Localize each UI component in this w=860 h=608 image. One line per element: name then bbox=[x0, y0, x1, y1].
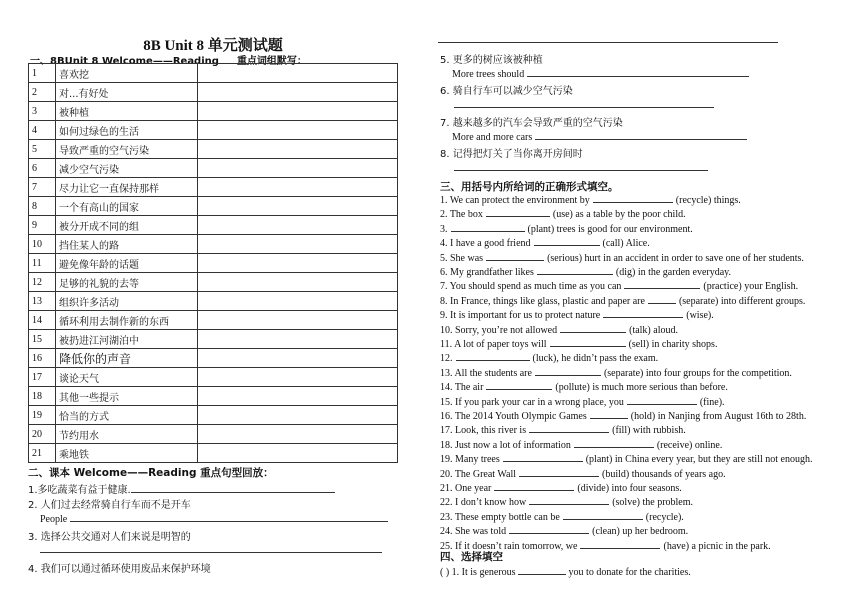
answer-blank[interactable] bbox=[535, 366, 601, 376]
vocab-row bbox=[29, 311, 398, 330]
sentence-7: 7. 越来越多的汽车会导致严重的空气污染 bbox=[440, 118, 623, 129]
vocab-row-chinese: 循环利用去制作新的东西 bbox=[56, 311, 198, 330]
vocab-row-chinese: 导致严重的空气污染 bbox=[56, 140, 198, 159]
vocab-row-answer-cell[interactable] bbox=[198, 102, 398, 121]
fill-in-item bbox=[440, 193, 741, 206]
sentence-8-answer bbox=[454, 161, 708, 174]
vocab-row-number: 17 bbox=[29, 368, 56, 387]
fill-in-prefix: 8. In France, things like glass, plastic and paper are bbox=[440, 295, 645, 307]
fill-in-suffix: (build) thousands of years ago. bbox=[602, 468, 726, 480]
vocab-row-chinese: 节约用水 bbox=[56, 425, 198, 444]
vocab-table bbox=[28, 63, 398, 463]
fill-in-item bbox=[440, 524, 688, 537]
answer-blank[interactable] bbox=[563, 510, 643, 520]
answer-blank[interactable] bbox=[537, 265, 613, 275]
vocab-row-chinese: 被分开成不同的组 bbox=[56, 216, 198, 235]
fill-in-item bbox=[440, 438, 722, 451]
fill-in-suffix: (call) Alice. bbox=[602, 238, 650, 250]
sentence-3-answer bbox=[40, 543, 382, 556]
vocab-row-number: 20 bbox=[29, 425, 56, 444]
vocab-row-answer-cell[interactable] bbox=[198, 273, 398, 292]
fill-in-item bbox=[440, 395, 725, 408]
vocab-row-answer-cell[interactable] bbox=[198, 330, 398, 349]
answer-blank[interactable] bbox=[486, 380, 552, 390]
vocab-row bbox=[29, 406, 398, 425]
vocab-row-chinese: 谈论天气 bbox=[56, 368, 198, 387]
vocab-row bbox=[29, 140, 398, 159]
fill-in-prefix: 13. All the students are bbox=[440, 367, 532, 379]
fill-in-prefix: 21. One year bbox=[440, 483, 492, 494]
fill-in-prefix: 24. She was told bbox=[440, 526, 507, 538]
vocab-row-answer-cell[interactable] bbox=[198, 368, 398, 387]
vocab-row-chinese: 挡住某人的路 bbox=[56, 235, 198, 254]
vocab-row-answer-cell[interactable] bbox=[198, 83, 398, 102]
vocab-row-number: 3 bbox=[29, 102, 56, 121]
fill-in-item bbox=[440, 467, 726, 480]
vocab-row-answer-cell[interactable] bbox=[198, 235, 398, 254]
fill-in-prefix: 14. The air bbox=[440, 382, 484, 394]
vocab-row-chinese: 如何过绿色的生活 bbox=[56, 121, 198, 140]
vocab-row-chinese: 降低你的声音 bbox=[56, 349, 198, 368]
answer-blank[interactable] bbox=[486, 207, 550, 217]
vocab-row-answer-cell[interactable] bbox=[198, 311, 398, 330]
answer-blank[interactable] bbox=[519, 467, 599, 477]
vocab-row-number: 11 bbox=[29, 254, 56, 273]
answer-blank[interactable] bbox=[454, 98, 714, 108]
page-title: 8B Unit 8 单元测试题 bbox=[143, 38, 283, 54]
fill-in-item bbox=[440, 251, 804, 264]
sentence-5-answer bbox=[452, 67, 749, 80]
vocab-row-answer-cell[interactable] bbox=[198, 292, 398, 311]
fill-in-prefix: 1. We can protect the environment by bbox=[440, 195, 590, 206]
vocab-row-chinese: 被种植 bbox=[56, 102, 198, 121]
vocab-row bbox=[29, 64, 398, 83]
answer-blank[interactable] bbox=[603, 308, 683, 318]
vocab-row-number: 8 bbox=[29, 197, 56, 216]
vocab-row-chinese: 对...有好处 bbox=[56, 83, 198, 102]
vocab-row-number: 4 bbox=[29, 121, 56, 140]
vocab-row bbox=[29, 235, 398, 254]
sentence-7-prefix: More and more cars bbox=[452, 132, 533, 143]
fill-in-item bbox=[440, 279, 798, 292]
vocab-row bbox=[29, 178, 398, 197]
section4-heading: 四、选择填空 bbox=[440, 551, 503, 563]
vocab-row-number: 14 bbox=[29, 311, 56, 330]
vocab-row bbox=[29, 254, 398, 273]
vocab-row-number: 15 bbox=[29, 330, 56, 349]
answer-blank[interactable] bbox=[529, 495, 609, 505]
answer-blank[interactable] bbox=[456, 351, 530, 361]
vocab-row-chinese: 恰当的方式 bbox=[56, 406, 198, 425]
fill-in-prefix: 25. If it doesn’t rain tomorrow, we bbox=[440, 540, 578, 552]
vocab-row bbox=[29, 197, 398, 216]
fill-in-suffix: (clean) up her bedroom. bbox=[592, 526, 689, 538]
vocab-row-number: 19 bbox=[29, 406, 56, 425]
fill-in-prefix: 6. My grandfather likes bbox=[440, 267, 534, 278]
vocab-row-answer-cell[interactable] bbox=[198, 425, 398, 444]
sentence-1-text: 1.多吃蔬菜有益于健康. bbox=[28, 485, 131, 496]
fill-in-suffix: (pollute) is much more serious than before. bbox=[555, 382, 728, 394]
sentence-5: 5. 更多的树应该被种植 bbox=[440, 55, 543, 66]
fill-in-prefix: 9. It is important for us to protect nature bbox=[440, 310, 601, 322]
fill-in-suffix: (plant) trees is good for our environment. bbox=[527, 223, 693, 235]
answer-blank[interactable] bbox=[560, 323, 626, 333]
vocab-row-answer-cell[interactable] bbox=[198, 159, 398, 178]
vocab-row-number: 6 bbox=[29, 159, 56, 178]
vocab-row-number: 5 bbox=[29, 140, 56, 159]
vocab-row-chinese: 喜欢挖 bbox=[56, 64, 198, 83]
vocab-row bbox=[29, 121, 398, 140]
section3-heading: 三、用括号内所给词的正确形式填空。 bbox=[440, 181, 619, 193]
vocab-row-number: 18 bbox=[29, 387, 56, 406]
answer-blank[interactable] bbox=[70, 512, 388, 522]
fill-in-item bbox=[440, 222, 693, 235]
vocab-row-answer-cell[interactable] bbox=[198, 216, 398, 235]
vocab-row bbox=[29, 349, 398, 368]
fill-in-item bbox=[440, 409, 806, 422]
fill-in-item bbox=[440, 236, 650, 249]
answer-blank[interactable] bbox=[40, 543, 382, 553]
fill-in-prefix: 23. These empty bottle can be bbox=[440, 511, 560, 523]
fill-in-suffix: (solve) the problem. bbox=[612, 497, 694, 509]
fill-in-item bbox=[440, 265, 731, 278]
fill-in-suffix: (use) as a table by the poor child. bbox=[552, 209, 686, 221]
sentence-7-answer bbox=[452, 130, 747, 143]
answer-blank[interactable] bbox=[451, 222, 525, 232]
fill-in-prefix: 3. bbox=[440, 223, 448, 235]
vocab-row-chinese: 乘地铁 bbox=[56, 444, 198, 463]
fill-in-suffix: (luck), he didn’t pass the exam. bbox=[532, 353, 659, 365]
vocab-row bbox=[29, 102, 398, 121]
fill-in-item bbox=[440, 294, 805, 307]
vocab-row-number: 1 bbox=[29, 64, 56, 83]
fill-in-item bbox=[440, 323, 678, 336]
vocab-row bbox=[29, 425, 398, 444]
fill-in-suffix: (plant) in China every year, but they are still not enough. bbox=[585, 454, 813, 466]
vocab-row-number: 13 bbox=[29, 292, 56, 311]
vocab-row-answer-cell[interactable] bbox=[198, 406, 398, 425]
fill-in-item bbox=[440, 308, 714, 321]
fill-in-suffix: (serious) hurt in an accident in order to save one of her students. bbox=[547, 252, 804, 264]
sentence-8: 8. 记得把灯关了当你离开房间时 bbox=[440, 149, 583, 160]
fill-in-item bbox=[440, 423, 686, 436]
vocab-row-answer-cell[interactable] bbox=[198, 444, 398, 463]
sentence-2-prefix: People bbox=[40, 514, 68, 525]
fill-in-prefix: 12. bbox=[440, 353, 453, 365]
answer-blank[interactable] bbox=[454, 161, 708, 171]
vocab-row-answer-cell[interactable] bbox=[198, 178, 398, 197]
fill-in-item bbox=[440, 366, 792, 379]
vocab-row-chinese: 足够的礼貌的去等 bbox=[56, 273, 198, 292]
answer-blank[interactable] bbox=[648, 294, 676, 304]
fill-in-suffix: (recycle) things. bbox=[675, 195, 741, 206]
answer-blank[interactable] bbox=[535, 130, 747, 140]
vocab-row bbox=[29, 83, 398, 102]
vocab-row-answer-cell[interactable] bbox=[198, 64, 398, 83]
section2-heading: 二、课本 Welcome——Reading 重点句型回放： bbox=[28, 467, 274, 479]
vocab-row bbox=[29, 444, 398, 463]
vocab-row-answer-cell[interactable] bbox=[198, 349, 398, 368]
fill-in-item bbox=[440, 337, 717, 350]
vocab-row bbox=[29, 330, 398, 349]
choice-question-1 bbox=[440, 565, 691, 578]
fill-in-suffix: (have) a picnic in the park. bbox=[663, 540, 771, 552]
fill-in-prefix: 16. The 2014 Youth Olympic Games bbox=[440, 411, 587, 422]
vocab-row-chinese: 尽力让它一直保持那样 bbox=[56, 178, 198, 197]
fill-in-prefix: 20. The Great Wall bbox=[440, 468, 517, 480]
fill-in-prefix: 2. The box bbox=[440, 209, 483, 221]
sentence-6-answer bbox=[454, 98, 714, 111]
vocab-row-chinese: 组织许多活动 bbox=[56, 292, 198, 311]
fill-in-prefix: 11. A lot of paper toys will bbox=[440, 339, 547, 350]
answer-blank[interactable] bbox=[509, 524, 589, 534]
vocab-row-number: 2 bbox=[29, 83, 56, 102]
answer-blank[interactable] bbox=[527, 67, 749, 77]
sentence-5-prefix: More trees should bbox=[452, 69, 525, 80]
answer-blank[interactable] bbox=[438, 42, 778, 43]
vocab-row-chinese: 一个有高山的国家 bbox=[56, 197, 198, 216]
vocab-row-answer-cell[interactable] bbox=[198, 140, 398, 159]
fill-in-item bbox=[440, 351, 658, 364]
choice-question-1-text: ( ) 1. It is generous bbox=[440, 567, 516, 578]
fill-in-suffix: (sell) in charity shops. bbox=[628, 339, 718, 350]
fill-in-item bbox=[440, 495, 693, 508]
answer-blank[interactable] bbox=[627, 395, 697, 405]
vocab-row-number: 21 bbox=[29, 444, 56, 463]
vocab-row bbox=[29, 387, 398, 406]
fill-in-suffix: (separate) into different groups. bbox=[678, 295, 806, 307]
fill-in-suffix: (recycle). bbox=[645, 511, 684, 523]
vocab-row-answer-cell[interactable] bbox=[198, 387, 398, 406]
answer-blank[interactable] bbox=[590, 409, 628, 419]
choice-question-1-rest: you to donate for the charities. bbox=[568, 567, 691, 578]
vocab-row-answer-cell[interactable] bbox=[198, 197, 398, 216]
fill-in-suffix: (hold) in Nanjing from August 16th to 28th. bbox=[630, 411, 807, 422]
answer-blank[interactable] bbox=[529, 423, 609, 433]
fill-in-prefix: 22. I don’t know how bbox=[440, 497, 527, 509]
answer-blank[interactable] bbox=[534, 236, 600, 246]
fill-in-item bbox=[440, 207, 686, 220]
vocab-row-chinese: 其他一些提示 bbox=[56, 387, 198, 406]
vocab-row bbox=[29, 368, 398, 387]
vocab-row-number: 7 bbox=[29, 178, 56, 197]
sentence-1 bbox=[28, 481, 335, 496]
vocab-row bbox=[29, 159, 398, 178]
vocab-row-answer-cell[interactable] bbox=[198, 254, 398, 273]
fill-in-suffix: (fill) with rubbish. bbox=[612, 425, 686, 437]
fill-in-suffix: (separate) into four groups for the competition. bbox=[603, 367, 792, 379]
fill-in-suffix: (fine). bbox=[699, 396, 725, 408]
vocab-row-number: 16 bbox=[29, 349, 56, 368]
fill-in-suffix: (practice) your English. bbox=[703, 281, 799, 293]
fill-in-item bbox=[440, 481, 682, 494]
fill-in-suffix: (dig) in the garden everyday. bbox=[615, 267, 732, 278]
vocab-row-answer-cell[interactable] bbox=[198, 121, 398, 140]
vocab-row-number: 9 bbox=[29, 216, 56, 235]
vocab-row-number: 10 bbox=[29, 235, 56, 254]
sentence-4: 4. 我们可以通过循环使用废品来保护环境 bbox=[28, 564, 211, 575]
answer-blank[interactable] bbox=[580, 539, 660, 549]
answer-blank[interactable] bbox=[624, 279, 700, 289]
fill-in-prefix: 17. Look, this river is bbox=[440, 425, 527, 437]
fill-in-prefix: 5. She was bbox=[440, 252, 484, 264]
answer-blank[interactable] bbox=[503, 452, 583, 462]
sentence-2: 2. 人们过去经常骑自行车而不是开车 bbox=[28, 500, 191, 511]
answer-blank[interactable] bbox=[486, 251, 544, 261]
vocab-row bbox=[29, 292, 398, 311]
section1-subheading: 重点词组默写： bbox=[236, 56, 307, 67]
fill-in-prefix: 15. If you park your car in a wrong place, you bbox=[440, 396, 624, 408]
answer-blank[interactable] bbox=[518, 565, 566, 575]
answer-blank[interactable] bbox=[574, 438, 654, 448]
fill-in-item bbox=[440, 380, 728, 393]
fill-in-suffix: (divide) into four seasons. bbox=[577, 483, 682, 494]
fill-in-suffix: (talk) aloud. bbox=[629, 324, 678, 336]
fill-in-item bbox=[440, 510, 684, 523]
vocab-row-number: 12 bbox=[29, 273, 56, 292]
answer-blank[interactable] bbox=[593, 193, 673, 203]
fill-in-prefix: 4. I have a good friend bbox=[440, 238, 531, 250]
fill-in-prefix: 7. You should spend as much time as you can bbox=[440, 281, 622, 293]
vocab-row bbox=[29, 216, 398, 235]
vocab-row-chinese: 被扔进江河湖泊中 bbox=[56, 330, 198, 349]
answer-blank[interactable] bbox=[131, 483, 335, 493]
vocab-row-chinese: 减少空气污染 bbox=[56, 159, 198, 178]
sentence-6: 6. 骑自行车可以减少空气污染 bbox=[440, 86, 573, 97]
answer-blank[interactable] bbox=[494, 481, 574, 491]
fill-in-suffix: (wise). bbox=[686, 310, 714, 322]
vocab-row-chinese: 避免像年龄的话题 bbox=[56, 254, 198, 273]
vocab-row bbox=[29, 273, 398, 292]
fill-in-prefix: 19. Many trees bbox=[440, 454, 500, 466]
fill-in-prefix: 18. Just now a lot of information bbox=[440, 439, 571, 451]
fill-in-item bbox=[440, 452, 812, 465]
section1-heading-text: 一、8BUnit 8 Welcome——Reading bbox=[30, 56, 219, 67]
fill-in-prefix: 10. Sorry, you’re not allowed bbox=[440, 324, 558, 336]
fill-in-suffix: (receive) online. bbox=[656, 439, 723, 451]
answer-blank[interactable] bbox=[550, 337, 626, 347]
sentence-2-answer bbox=[40, 512, 388, 525]
sentence-3: 3. 选择公共交通对人们来说是明智的 bbox=[28, 532, 191, 543]
